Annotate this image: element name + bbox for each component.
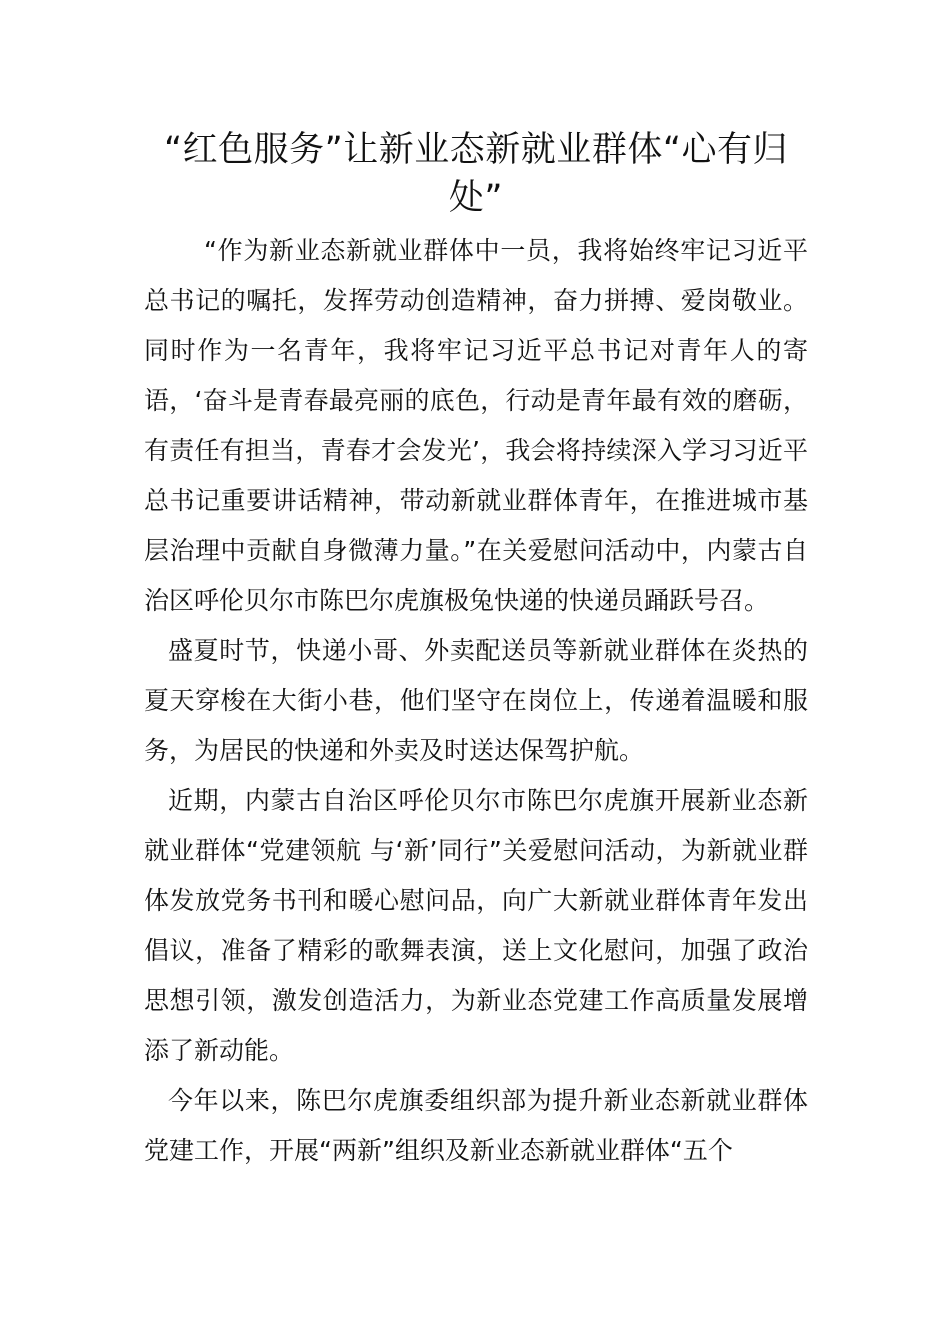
paragraph-1: “作为新业态新就业群体中一员，我将始终牢记习近平总书记的嘱托，发挥劳动创造精神，奋力拼搏、爱岗敬业。同时作为一名青年，我将牢记习近平总书记对青年人的寄语，‘奋斗是青春最亮丽的底色，行动是青年最有效的磨砺，有责任有担当，青春才会发光’，我会将持续深入学习习近平总书记重要讲话精神，带动新就业群体青年，在推进城市基层治理中贡献自身微薄力量。”在关爱慰问活动中，内蒙古自治区呼伦贝尔市陈巴尔虎旗极兔快递的快递员踊跃号召。 (144, 236, 808, 615)
document-title: “红色服务”让新业态新就业群体“心有归处” (164, 130, 788, 218)
paragraph-3: 近期，内蒙古自治区呼伦贝尔市陈巴尔虎旗开展新业态新就业群体“党建领航 与‘新’同行”关爱慰问活动，为新就业群体发放党务书刊和暖心慰问品，向广大新就业群体青年发出倡议，准备了精彩的歌舞表演，送上文化慰问，加强了政治思想引领，激发创造活力，为新业态党建工作高质量发展增添了新动能。 (144, 786, 808, 1065)
document-page (144, 126, 808, 1176)
paragraph-2: 盛夏时节，快递小哥、外卖配送员等新就业群体在炎热的夏天穿梭在大街小巷，他们坚守在岗位上，传递着温暖和服务，为居民的快递和外卖及时送达保驾护航。 (144, 636, 808, 765)
paragraph-4: 今年以来，陈巴尔虎旗委组织部为提升新业态新就业群体党建工作，开展“两新”组织及新业态新就业群体“五个 (144, 1086, 808, 1165)
